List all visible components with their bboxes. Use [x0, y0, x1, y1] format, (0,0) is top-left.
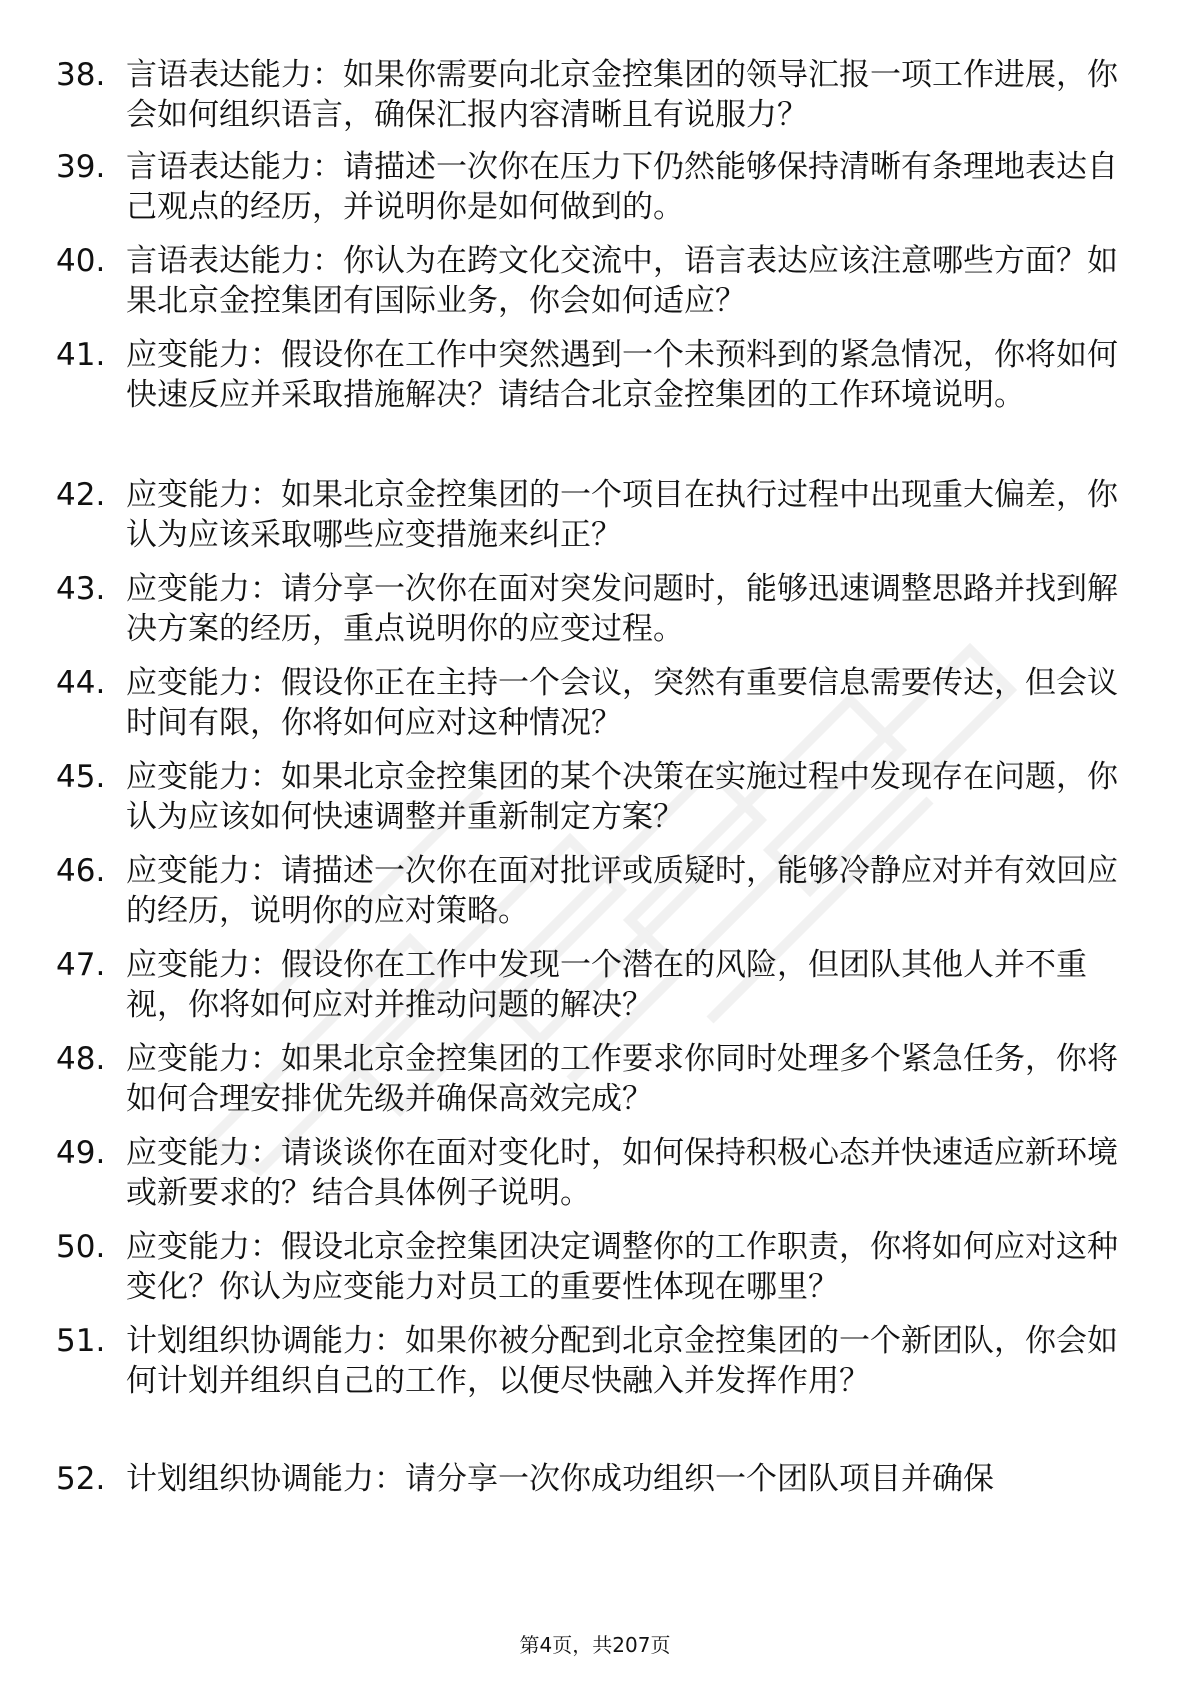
item-number: 42. — [56, 477, 106, 513]
item-text: 应变能力：假设你正在主持一个会议，突然有重要信息需要传达，但会议时间有限，你将如何应对这种情况？ — [126, 665, 1118, 741]
item-number: 48. — [56, 1041, 106, 1077]
item-number: 52. — [56, 1461, 106, 1497]
item-number: 41. — [56, 337, 106, 373]
page-footer: 第4页，共207页 — [519, 1633, 671, 1657]
item-number: 38. — [56, 57, 106, 93]
item-text: 应变能力：如果北京金控集团的工作要求你同时处理多个紧急任务，你将如何合理安排优先级并确保高效完成？ — [126, 1041, 1118, 1117]
item-number: 45. — [56, 759, 106, 795]
item-text: 应变能力：如果北京金控集团的某个决策在实施过程中发现存在问题，你认为应该如何快速调整并重新制定方案？ — [126, 759, 1118, 835]
item-text: 言语表达能力：你认为在跨文化交流中，语言表达应该注意哪些方面？如果北京金控集团有国际业务，你会如何适应？ — [126, 243, 1118, 319]
item-number: 50. — [56, 1229, 106, 1265]
item-text: 计划组织协调能力：如果你被分配到北京金控集团的一个新团队，你会如何计划并组织自己的工作，以便尽快融入并发挥作用？ — [126, 1323, 1118, 1399]
item-text: 言语表达能力：如果你需要向北京金控集团的领导汇报一项工作进展，你会如何组织语言，确保汇报内容清晰且有说服力？ — [126, 57, 1118, 133]
item-number: 51. — [56, 1323, 106, 1359]
item-text: 应变能力：假设北京金控集团决定调整你的工作职责，你将如何应对这种变化？你认为应变能力对员工的重要性体现在哪里？ — [126, 1229, 1118, 1305]
item-text: 应变能力：请分享一次你在面对突发问题时，能够迅速调整思路并找到解决方案的经历，重点说明你的应变过程。 — [126, 571, 1118, 647]
item-number: 39. — [56, 149, 106, 185]
item-number: 40. — [56, 243, 106, 279]
item-text: 应变能力：如果北京金控集团的一个项目在执行过程中出现重大偏差，你认为应该采取哪些应变措施来纠正？ — [126, 477, 1118, 553]
item-text: 应变能力：请描述一次你在面对批评或质疑时，能够冷静应对并有效回应的经历，说明你的应对策略。 — [126, 853, 1118, 929]
item-number: 46. — [56, 853, 106, 889]
item-text: 计划组织协调能力：请分享一次你成功组织一个团队项目并确保 — [126, 1461, 994, 1497]
item-text: 应变能力：假设你在工作中突然遇到一个未预料到的紧急情况，你将如何快速反应并采取措施解决？请结合北京金控集团的工作环境说明。 — [126, 337, 1118, 413]
item-text: 应变能力：假设你在工作中发现一个潜在的风险，但团队其他人并不重视，你将如何应对并推动问题的解决？ — [126, 947, 1087, 1023]
item-number: 49. — [56, 1135, 106, 1171]
item-text: 应变能力：请谈谈你在面对变化时，如何保持积极心态并快速适应新环境或新要求的？结合具体例子说明。 — [126, 1135, 1118, 1211]
item-text: 言语表达能力：请描述一次你在压力下仍然能够保持清晰有条理地表达自己观点的经历，并说明你是如何做到的。 — [126, 149, 1118, 225]
item-number: 44. — [56, 665, 106, 701]
item-number: 47. — [56, 947, 106, 983]
item-number: 43. — [56, 571, 106, 607]
